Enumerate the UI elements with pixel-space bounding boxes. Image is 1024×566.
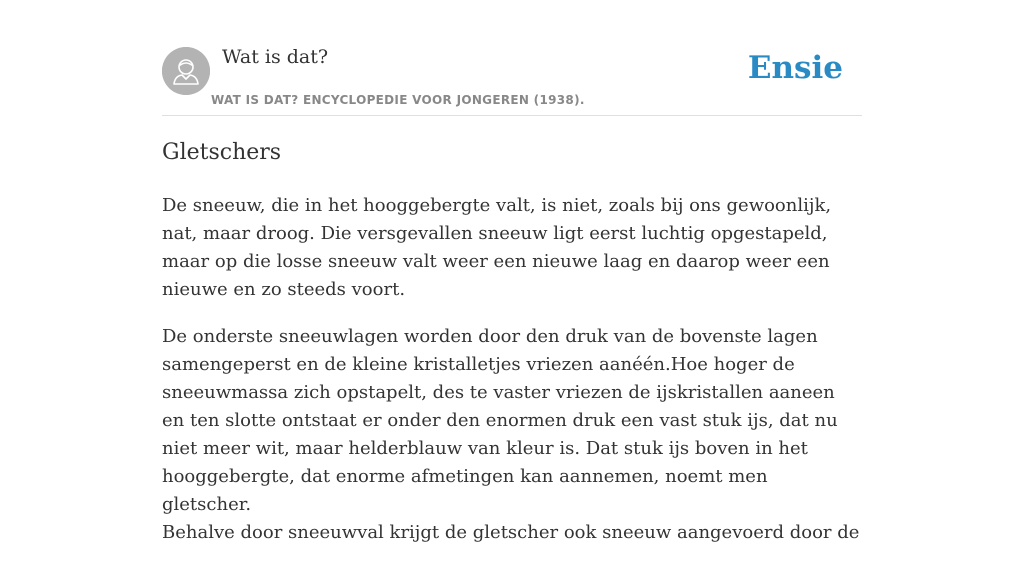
- user-avatar-icon[interactable]: [162, 47, 210, 95]
- site-logo[interactable]: Ensie: [747, 50, 843, 86]
- source-line[interactable]: WAT IS DAT? ENCYCLOPEDIE VOOR JONGEREN (1938).: [211, 93, 585, 107]
- article-body: [162, 192, 862, 566]
- paragraph: De sneeuw, die in het hooggebergte valt, is niet, zoals bij ons gewoonlijk, nat, maar droog. Die versgevallen sneeuw ligt eerst luchtig opgestapeld, maar op die losse sneeuw valt weer een nieuwe laag en daarop weer een nieuwe en zo steeds voort.: [162, 195, 832, 300]
- header: [162, 0, 862, 116]
- article-title: Gletschers: [162, 140, 282, 165]
- author-name[interactable]: Wat is dat?: [222, 46, 329, 68]
- paragraph: De onderste sneeuwlagen worden door den druk van de bovenste lagen samengeperst en de kleine kristalletjes vriezen aanéén.Hoe hoger de sneeuwmassa zich opstapelt, des te vaster vriezen de ijskristallen aaneen en ten slotte ontstaat er onder den enormen druk een vast stuk ijs, dat nu niet meer wit, maar helderblauw van kleur is. Dat stuk ijs boven in het hooggebergte, dat enorme afmetingen kan aannemen, noemt men gletscher.: [162, 326, 838, 515]
- paragraph: Behalve door sneeuwval krijgt de gletscher ook sneeuw aangevoerd door de: [162, 522, 860, 543]
- page: [162, 0, 862, 543]
